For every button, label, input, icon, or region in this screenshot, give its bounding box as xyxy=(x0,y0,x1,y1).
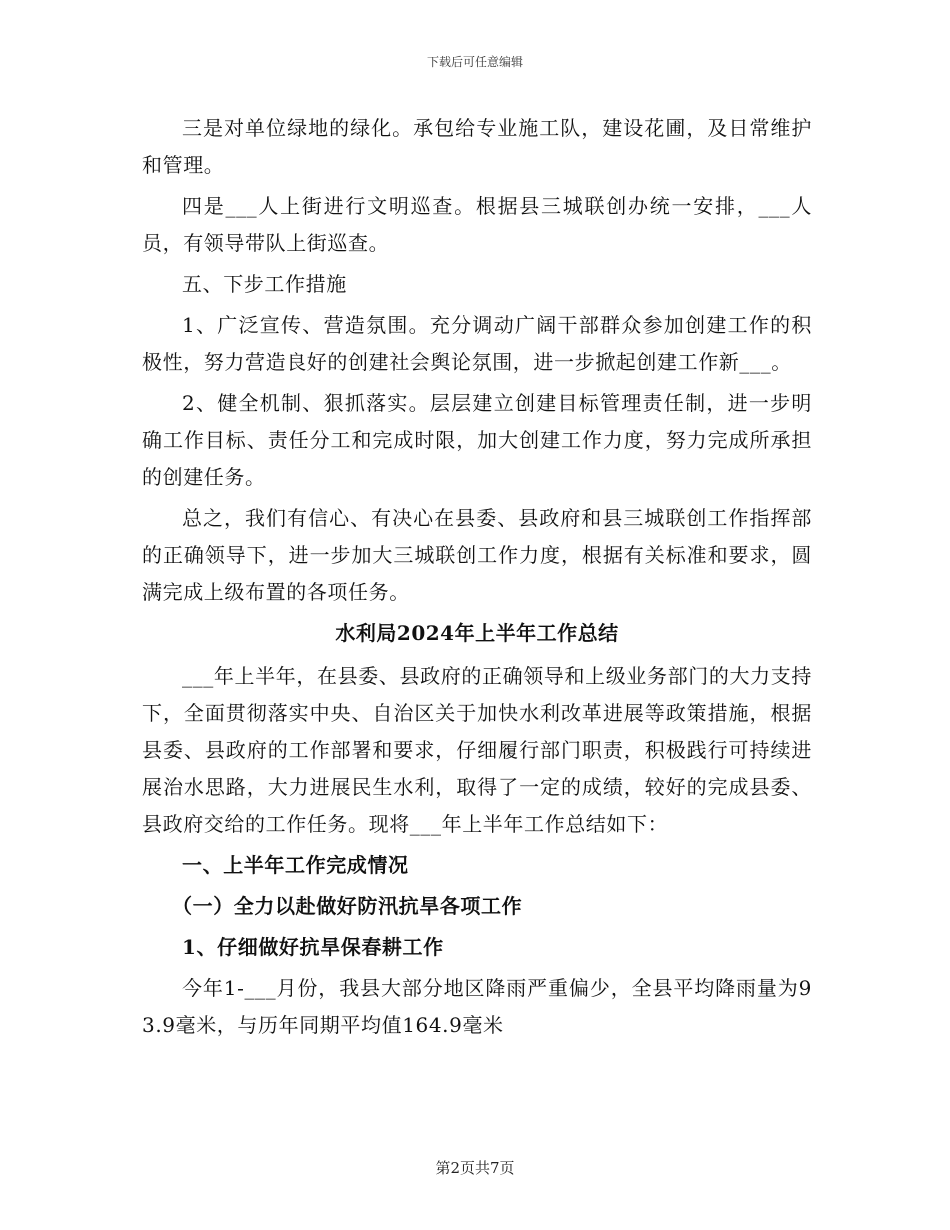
paragraph-rainfall: 今年1-___月份，我县大部分地区降雨严重偏少，全县平均降雨量为93.9毫米，与历年同期平均值164.9毫米 xyxy=(142,976,812,1037)
document-body xyxy=(142,110,812,1048)
page-header: 下载后可任意编辑 xyxy=(426,55,523,69)
document-title: 水利局2024年上半年工作总结 xyxy=(335,621,619,645)
paragraph-mechanism: 2、健全机制、狠抓落实。层层建立创建目标管理责任制，进一步明确工作目标、责任分工和完成时限，加大创建工作力度，努力完成所承担的创建任务。 xyxy=(142,391,812,489)
paragraph-greening: 三是对单位绿地的绿化。承包给专业施工队，建设花圃，及日常维护和管理。 xyxy=(142,116,812,177)
page-number: 第2页共7页 xyxy=(435,1159,515,1177)
section-heading-next-steps: 五、下步工作措施 xyxy=(182,272,347,296)
paragraph-publicity: 1、广泛宣传、营造氛围。充分调动广阔干部群众参加创建工作的积极性，努力营造良好的创建社会舆论氛围，进一步掀起创建工作新___。 xyxy=(142,313,812,374)
paragraph-intro: ___年上半年，在县委、县政府的正确领导和上级业务部门的大力支持下，全面贯彻落实中央、自治区关于加快水利改革进展等政策措施，根据县委、县政府的工作部署和要求，仔细履行部门职责，积极践行可持续进展治水思路，大力进展民生水利，取得了一定的成绩，较好的完成县委、县政府交给的工作任务。现将___年上半年工作总结如下： xyxy=(142,664,812,836)
heading-level-2: （一）全力以赴做好防汛抗旱各项工作 xyxy=(172,894,523,918)
heading-level-3: 1、仔细做好抗旱保春耕工作 xyxy=(182,935,444,959)
paragraph-patrol: 四是___人上街进行文明巡查。根据县三城联创办统一安排，___人员，有领导带队上街巡查。 xyxy=(142,194,812,255)
paragraph-conclusion: 总之，我们有信心、有决心在县委、县政府和县三城联创工作指挥部的正确领导下，进一步加大三城联创工作力度，根据有关标准和要求，圆满完成上级布置的各项任务。 xyxy=(142,506,812,604)
heading-level-1: 一、上半年工作完成情况 xyxy=(182,853,409,877)
